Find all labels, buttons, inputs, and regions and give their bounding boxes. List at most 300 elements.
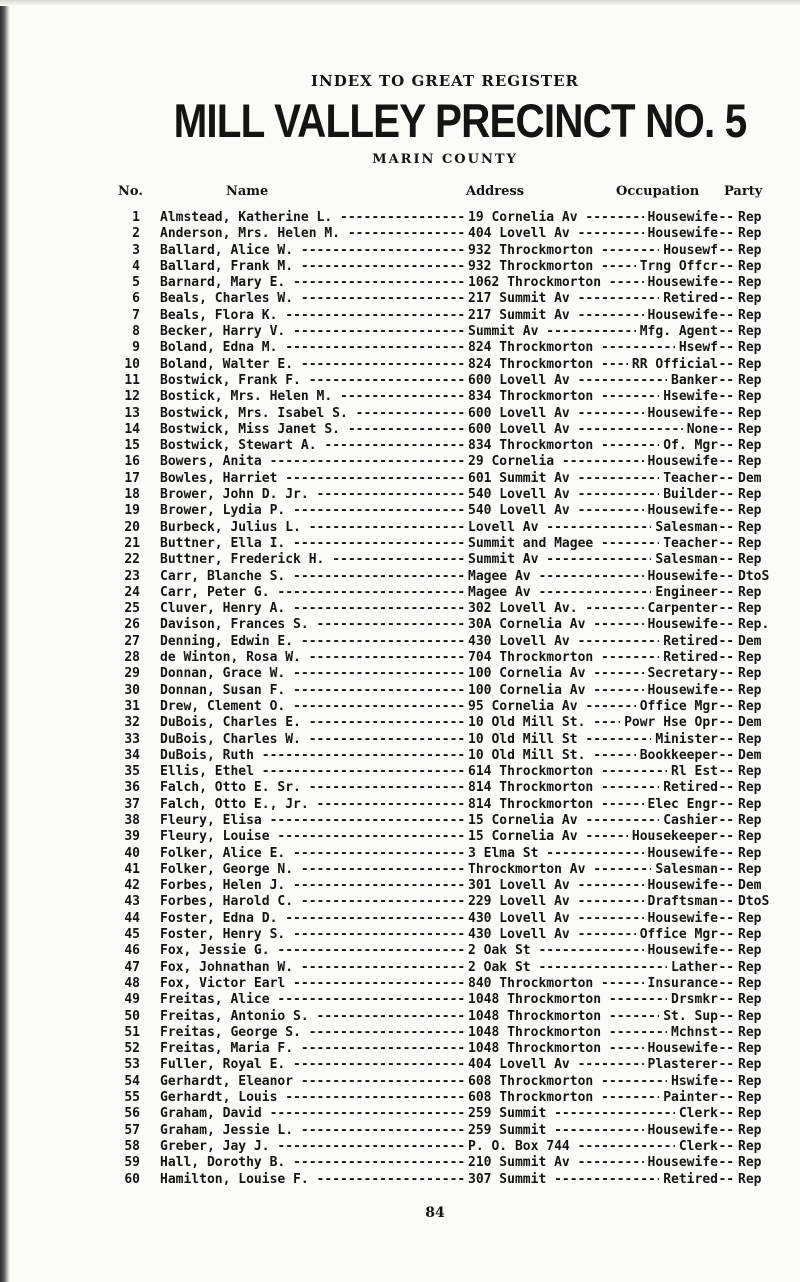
voter-name: Bostwick, Miss Janet S. ----- — [160, 422, 466, 438]
voter-party: Dem — [738, 747, 762, 763]
voter-occupation: Draftsman — [644, 894, 718, 910]
entry-number: 25 — [124, 601, 140, 617]
entry-number: 11 — [124, 372, 140, 388]
entry-number: 21 — [124, 535, 140, 551]
voter-name: Freitas, Alice ----- — [160, 992, 466, 1008]
voter-address: 601 Summit Av ----- — [468, 471, 736, 487]
entry-number: 49 — [124, 992, 140, 1008]
voter-party: Rep — [738, 535, 762, 551]
voter-party: Rep — [738, 421, 762, 437]
voter-address: 600 Lovell Av ----- — [468, 406, 736, 422]
voter-occupation: Clerk — [675, 1106, 718, 1122]
entry-number: 48 — [124, 975, 140, 991]
voter-address: 3 Elma St ----- — [468, 846, 736, 862]
register-row — [0, 650, 800, 666]
voter-occupation: Housewife — [644, 275, 718, 291]
voter-party: Rep — [738, 389, 762, 405]
voter-address: 1048 Throckmorton ----- — [468, 1041, 736, 1057]
voter-address: 814 Throckmorton ----- — [468, 797, 736, 813]
register-row — [0, 699, 800, 715]
entry-number: 1 — [132, 210, 140, 225]
register-row — [0, 275, 800, 291]
voter-party: Rep — [738, 910, 762, 926]
voter-name: Fuller, Royal E. ----- — [160, 1057, 466, 1073]
voter-address: 210 Summit Av ----- — [468, 1155, 736, 1171]
voter-occupation: Retired — [659, 291, 718, 307]
voter-address: 704 Throckmorton ----- — [468, 650, 736, 666]
register-row — [0, 732, 800, 748]
voter-party: DtoS — [738, 568, 770, 584]
register-row — [0, 797, 800, 813]
register-row — [0, 894, 800, 910]
entry-number: 44 — [124, 910, 140, 926]
voter-occupation: Housewife — [644, 617, 718, 633]
voter-occupation: Housewife — [644, 1155, 718, 1171]
voter-occupation: Insurance — [644, 976, 718, 992]
entry-number: 12 — [124, 389, 140, 405]
voter-party: DtoS — [738, 894, 770, 910]
voter-party: Rep — [738, 210, 762, 225]
voter-name: Bowles, Harriet ----- — [160, 471, 466, 487]
voter-name: Beals, Flora K. ----- — [160, 308, 466, 324]
voter-party: Rep — [738, 519, 762, 535]
register-row — [0, 422, 800, 438]
voter-occupation: Teacher — [659, 471, 718, 487]
voter-name: Bowers, Anita ----- — [160, 454, 466, 470]
entry-number: 35 — [124, 764, 140, 780]
voter-address: 10 Old Mill St ----- — [468, 732, 736, 748]
register-row — [0, 846, 800, 862]
voter-name: Boland, Edna M. ----- — [160, 340, 466, 356]
voter-party: Dem — [738, 470, 762, 486]
register-row — [0, 210, 800, 226]
entry-number: 39 — [124, 829, 140, 845]
voter-address: 1048 Throckmorton ----- — [468, 992, 736, 1008]
voter-name: Brower, John D. Jr. ----- — [160, 487, 466, 503]
voter-name: Drew, Clement O. ----- — [160, 699, 466, 715]
voter-address: 229 Lovell Av ----- — [468, 894, 736, 910]
entry-number: 8 — [132, 324, 140, 340]
voter-party: Rep — [738, 1073, 762, 1089]
voter-occupation: Housewf — [659, 243, 718, 259]
entry-number: 57 — [124, 1122, 140, 1138]
voter-name: Fox, Jessie G. ----- — [160, 943, 466, 959]
register-row — [0, 960, 800, 976]
voter-party: Rep — [738, 698, 762, 714]
voter-address: 834 Throckmorton ----- — [468, 438, 736, 454]
voter-name: Bostwick, Stewart A. ----- — [160, 438, 466, 454]
voter-name: Freitas, George S. ----- — [160, 1025, 466, 1041]
voter-occupation: Housewife — [644, 210, 718, 226]
voter-occupation: Minister — [651, 732, 718, 748]
register-row — [0, 715, 800, 731]
voter-name: Gerhardt, Louis ----- — [160, 1090, 466, 1106]
voter-name: Ballard, Alice W. ----- — [160, 243, 466, 259]
register-row — [0, 340, 800, 356]
voter-name: Forbes, Harold C. ----- — [160, 894, 466, 910]
voter-party: Dem — [738, 633, 762, 649]
entry-number: 56 — [124, 1106, 140, 1122]
register-row — [0, 357, 800, 373]
register-row — [0, 1057, 800, 1073]
voter-address: Magee Av ----- — [468, 569, 736, 585]
page-top-edge — [0, 0, 800, 6]
voter-occupation: Salesman — [651, 552, 718, 568]
voter-address: 608 Throckmorton ----- — [468, 1090, 736, 1106]
voter-occupation: Powr Hse Opr — [620, 715, 718, 731]
entry-number: 15 — [124, 438, 140, 454]
voter-name: Freitas, Maria F. ----- — [160, 1041, 466, 1057]
voter-name: Anderson, Mrs. Helen M. ----- — [160, 226, 466, 242]
column-header-occupation: Occupation — [616, 184, 700, 199]
voter-occupation: Housewife — [644, 846, 718, 862]
voter-occupation: Housewife — [644, 308, 718, 324]
entry-number: 43 — [124, 894, 140, 910]
entry-number: 37 — [124, 796, 140, 812]
voter-occupation: Secretary — [644, 666, 718, 682]
voter-occupation: Teacher — [659, 536, 718, 552]
voter-party: Rep — [738, 372, 762, 388]
voter-address: Magee Av ----- — [468, 585, 736, 601]
voter-address: 15 Cornelia Av ----- — [468, 813, 736, 829]
voter-party: Rep — [738, 258, 762, 274]
register-row — [0, 1009, 800, 1025]
voter-party: Rep — [738, 1106, 762, 1122]
voter-party: Rep — [738, 405, 762, 421]
voter-occupation: Carpenter — [644, 601, 718, 617]
voter-party: Rep — [738, 1122, 762, 1138]
voter-party: Rep — [738, 829, 762, 845]
column-header-party: Party — [724, 184, 763, 199]
page-header — [0, 72, 800, 167]
voter-name: Beals, Charles W. ----- — [160, 291, 466, 307]
voter-name: Burbeck, Julius L. ----- — [160, 520, 466, 536]
register-row — [0, 487, 800, 503]
entry-number: 40 — [124, 845, 140, 861]
entry-number: 50 — [124, 1008, 140, 1024]
voter-name: Bostick, Mrs. Helen M. ----- — [160, 389, 466, 405]
voter-address: 95 Cornelia Av ----- — [468, 699, 736, 715]
entry-number: 41 — [124, 861, 140, 877]
entry-number: 14 — [124, 421, 140, 437]
voter-party: Rep — [738, 1138, 762, 1154]
register-row — [0, 748, 800, 764]
voter-party: Rep — [738, 340, 762, 356]
register-row — [0, 1172, 800, 1188]
voter-occupation: Lather — [667, 960, 718, 976]
entry-number: 20 — [124, 519, 140, 535]
voter-name: DuBois, Ruth ----- — [160, 748, 466, 764]
register-row — [0, 878, 800, 894]
voter-party: Rep — [738, 487, 762, 503]
register-row — [0, 666, 800, 682]
voter-address: 608 Throckmorton ----- — [468, 1074, 736, 1090]
register-row — [0, 1155, 800, 1171]
register-row — [0, 780, 800, 796]
register-row — [0, 634, 800, 650]
entry-number: 45 — [124, 927, 140, 943]
register-row — [0, 992, 800, 1008]
voter-party: Rep — [738, 731, 762, 747]
register-row — [0, 943, 800, 959]
column-header-address: Address — [466, 184, 525, 199]
register-row — [0, 1139, 800, 1155]
county-subtitle: MARIN COUNTY — [372, 152, 518, 167]
register-row — [0, 536, 800, 552]
register-row — [0, 1123, 800, 1139]
column-header-no: No. — [118, 184, 143, 199]
voter-name: Barnard, Mary E. ----- — [160, 275, 466, 291]
voter-address: 100 Cornelia Av ----- — [468, 683, 736, 699]
voter-occupation: None — [683, 422, 718, 438]
voter-name: Denning, Edwin E. ----- — [160, 634, 466, 650]
voter-occupation: Trng Offcr — [636, 259, 718, 275]
register-row — [0, 520, 800, 536]
entry-number: 47 — [124, 959, 140, 975]
voter-name: Ellis, Ethel ----- — [160, 764, 466, 780]
voter-party: Rep — [738, 242, 762, 258]
voter-occupation: Plasterer — [644, 1057, 718, 1073]
entry-number: 42 — [124, 878, 140, 894]
voter-name: Fleury, Elisa ----- — [160, 813, 466, 829]
page-title: MILL VALLEY PRECINCT NO. 5 — [173, 94, 747, 147]
voter-occupation: Bookkeeper — [636, 748, 718, 764]
voter-name: Fleury, Louise ----- — [160, 829, 466, 845]
register-row — [0, 813, 800, 829]
voter-name: Cluver, Henry A. ----- — [160, 601, 466, 617]
voter-address: Summit Av ----- — [468, 552, 736, 568]
voter-name: Boland, Walter E. ----- — [160, 357, 466, 373]
voter-occupation: Salesman — [651, 862, 718, 878]
voter-party: Rep — [738, 796, 762, 812]
register-row — [0, 911, 800, 927]
entry-number: 32 — [124, 715, 140, 731]
register-row — [0, 291, 800, 307]
register-row — [0, 1074, 800, 1090]
voter-address: Summit and Magee ----- — [468, 536, 736, 552]
voter-address: 932 Throckmorton ----- — [468, 243, 736, 259]
voter-occupation: Rl Est — [667, 764, 718, 780]
entry-number: 54 — [124, 1073, 140, 1089]
voter-address: 600 Lovell Av ----- — [468, 373, 736, 389]
voter-party: Rep — [738, 584, 762, 600]
entry-number: 31 — [124, 698, 140, 714]
voter-name: Falch, Otto E., Jr. ----- — [160, 797, 466, 813]
register-row — [0, 1106, 800, 1122]
voter-address: Lovell Av ----- — [468, 520, 736, 536]
register-row — [0, 243, 800, 259]
voter-party: Rep — [738, 356, 762, 372]
voter-occupation: Retired — [659, 634, 718, 650]
entry-number: 46 — [124, 943, 140, 959]
voter-party: Rep — [738, 975, 762, 991]
voter-name: Gerhardt, Eleanor ----- — [160, 1074, 466, 1090]
voter-name: Brower, Lydia P. ----- — [160, 503, 466, 519]
voter-address: 430 Lovell Av ----- — [468, 911, 736, 927]
voter-name: Freitas, Antonio S. ----- — [160, 1009, 466, 1025]
register-row — [0, 406, 800, 422]
entry-number: 33 — [124, 731, 140, 747]
voter-party: Rep — [738, 291, 762, 307]
voter-party: Rep — [738, 324, 762, 340]
voter-occupation: Housewife — [644, 1123, 718, 1139]
entry-number: 60 — [124, 1171, 140, 1187]
voter-name: Graham, Jessie L. ----- — [160, 1123, 466, 1139]
entry-number: 52 — [124, 1041, 140, 1057]
voter-party: Rep — [738, 307, 762, 323]
voter-name: Foster, Edna D. ----- — [160, 911, 466, 927]
entry-number: 16 — [124, 454, 140, 470]
voter-name: Hall, Dorothy B. ----- — [160, 1155, 466, 1171]
voter-party: Rep — [738, 1171, 762, 1187]
voter-address: 1048 Throckmorton ----- — [468, 1025, 736, 1041]
register-row — [0, 1041, 800, 1057]
voter-party: Rep — [738, 764, 762, 780]
voter-name: DuBois, Charles E. ----- — [160, 715, 466, 731]
register-row — [0, 471, 800, 487]
voter-address: 307 Summit ----- — [468, 1172, 736, 1188]
voter-address: Summit Av ----- — [468, 324, 736, 340]
entry-number: 9 — [132, 340, 140, 356]
voter-address: 217 Summit Av ----- — [468, 308, 736, 324]
register-row — [0, 373, 800, 389]
voter-occupation: Hsewife — [659, 389, 718, 405]
voter-party: Rep — [738, 845, 762, 861]
voter-address: 259 Summit ----- — [468, 1123, 736, 1139]
entry-number: 53 — [124, 1057, 140, 1073]
entry-number: 29 — [124, 666, 140, 682]
voter-name: Fox, Johnathan W. ----- — [160, 960, 466, 976]
voter-address: 1062 Throckmorton ----- — [468, 275, 736, 291]
voter-address: 614 Throckmorton ----- — [468, 764, 736, 780]
entry-number: 4 — [132, 258, 140, 274]
voter-party: Rep — [738, 812, 762, 828]
voter-address: 30A Cornelia Av ----- — [468, 617, 736, 633]
voter-party: Rep — [738, 666, 762, 682]
voter-party: Rep — [738, 1090, 762, 1106]
voter-address: 29 Cornelia ----- — [468, 454, 736, 470]
voter-occupation: Builder — [659, 487, 718, 503]
entry-number: 22 — [124, 552, 140, 568]
voter-party: Rep — [738, 503, 762, 519]
voter-occupation: Drsmkr — [667, 992, 718, 1008]
voter-address: P. O. Box 744 ----- — [468, 1139, 736, 1155]
entry-number: 36 — [124, 780, 140, 796]
voter-name: Falch, Otto E. Sr. ----- — [160, 780, 466, 796]
voter-address: 430 Lovell Av ----- — [468, 927, 736, 943]
column-header-name: Name — [226, 184, 269, 199]
entry-number: 26 — [124, 617, 140, 633]
voter-occupation: Elec Engr — [644, 797, 718, 813]
voter-occupation: Housewife — [644, 406, 718, 422]
entry-number: 5 — [132, 275, 140, 291]
voter-party: Rep — [738, 438, 762, 454]
voter-name: Buttner, Ella I. ----- — [160, 536, 466, 552]
voter-address: 302 Lovell Av. ----- — [468, 601, 736, 617]
voter-name: Becker, Harry V. ----- — [160, 324, 466, 340]
voter-occupation: Banker — [667, 373, 718, 389]
voter-occupation: Housewife — [644, 943, 718, 959]
voter-name: Bostwick, Mrs. Isabel S. ----- — [160, 406, 466, 422]
voter-address: 540 Lovell Av ----- — [468, 503, 736, 519]
voter-party: Rep — [738, 226, 762, 242]
voter-name: Forbes, Helen J. ----- — [160, 878, 466, 894]
voter-address: 259 Summit ----- — [468, 1106, 736, 1122]
voter-address: 814 Throckmorton ----- — [468, 780, 736, 796]
supertitle: INDEX TO GREAT REGISTER — [310, 72, 579, 90]
voter-occupation: Clerk — [675, 1139, 718, 1155]
voter-party: Rep — [738, 601, 762, 617]
register-row — [0, 389, 800, 405]
register-row — [0, 569, 800, 585]
voter-occupation: Hswife — [667, 1074, 718, 1090]
voter-name: Ballard, Frank M. ----- — [160, 259, 466, 275]
voter-address: 1048 Throckmorton ----- — [468, 1009, 736, 1025]
voter-address: 2 Oak St ----- — [468, 960, 736, 976]
voter-occupation: Mchnst — [667, 1025, 718, 1041]
voter-name: Folker, Alice E. ----- — [160, 846, 466, 862]
register-row — [0, 308, 800, 324]
register-row — [0, 683, 800, 699]
voter-name: Donnan, Susan F. ----- — [160, 683, 466, 699]
voter-occupation: Housewife — [644, 683, 718, 699]
voter-party: Rep — [738, 1155, 762, 1171]
voter-party: Rep — [738, 552, 762, 568]
voter-party: Dem — [738, 715, 762, 731]
register-row — [0, 324, 800, 340]
voter-name: Carr, Blanche S. ----- — [160, 569, 466, 585]
voter-name: Carr, Peter G. ----- — [160, 585, 466, 601]
voter-party: Rep — [738, 682, 762, 698]
register-list — [0, 210, 800, 1188]
voter-address: 824 Throckmorton ----- — [468, 357, 736, 373]
voter-party: Rep — [738, 650, 762, 666]
entry-number: 19 — [124, 503, 140, 519]
voter-name: Greber, Jay J. ----- — [160, 1139, 466, 1155]
voter-occupation: Housewife — [644, 503, 718, 519]
voter-address: 834 Throckmorton ----- — [468, 389, 736, 405]
voter-name: Buttner, Frederick H. ----- — [160, 552, 466, 568]
entry-number: 30 — [124, 682, 140, 698]
voter-address: 404 Lovell Av ----- — [468, 1057, 736, 1073]
entry-number: 3 — [132, 242, 140, 258]
voter-occupation: Housewife — [644, 911, 718, 927]
voter-name: Folker, George N. ----- — [160, 862, 466, 878]
register-row — [0, 601, 800, 617]
voter-occupation: Hsewf — [675, 340, 718, 356]
voter-party: Rep — [738, 1008, 762, 1024]
register-row — [0, 454, 800, 470]
register-row — [0, 862, 800, 878]
entry-number: 38 — [124, 812, 140, 828]
voter-occupation: Mfg. Agent — [636, 324, 718, 340]
voter-occupation: Salesman — [651, 520, 718, 536]
register-row — [0, 552, 800, 568]
page-number: 84 — [425, 1205, 445, 1221]
voter-name: Almstead, Katherine L. ----- — [160, 210, 466, 226]
voter-occupation: Office Mgr — [636, 927, 718, 943]
voter-address: 10 Old Mill St. ----- — [468, 715, 736, 731]
voter-name: de Winton, Rosa W. ----- — [160, 650, 466, 666]
register-row — [0, 438, 800, 454]
entry-number: 51 — [124, 1024, 140, 1040]
voter-name: Bostwick, Frank F. ----- — [160, 373, 466, 389]
voter-occupation: Housewife — [644, 878, 718, 894]
voter-address: 824 Throckmorton ----- — [468, 340, 736, 356]
voter-occupation: St. Sup — [659, 1009, 718, 1025]
voter-occupation: Engineer — [651, 585, 718, 601]
voter-address: 840 Throckmorton ----- — [468, 976, 736, 992]
